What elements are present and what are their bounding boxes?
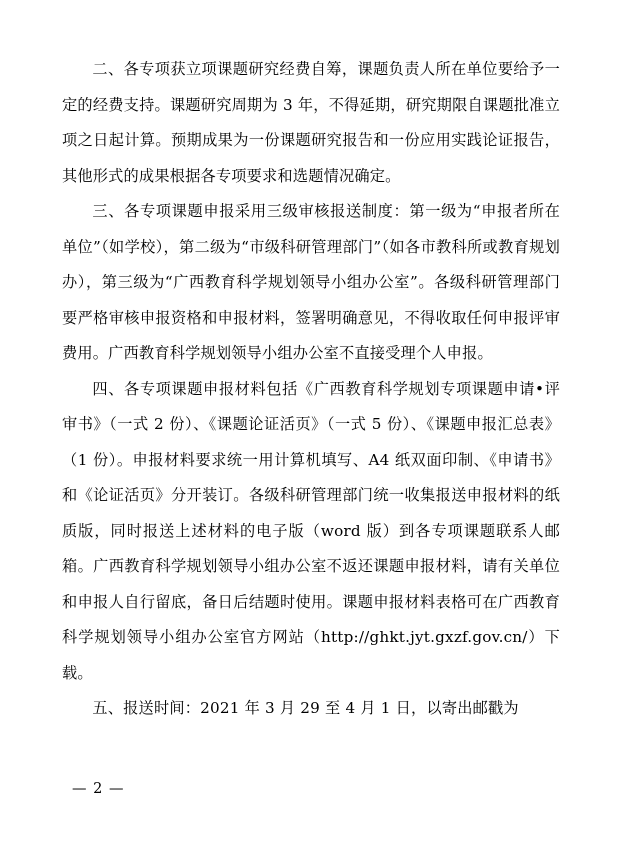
document-body [62,52,560,727]
paragraph-three: 三、各专项课题申报采用三级审核报送制度：第一级为“申报者所在单位”（如学校），第二级为“市级科研管理部门”（如各市教科所或教育规划办），第三级为“广西教育科学规划领导小组办公室”。各级科研管理部门要严格审核申报资格和申报材料，签署明确意见，不得收取任何申报评审费用。广西教育科学规划领导小组办公室不直接受理个人申报。 [62,202,560,362]
paragraph-five: 五、报送时间：2021 年 3 月 29 至 4 月 1 日，以寄出邮戳为 [92,699,519,717]
paragraph-two: 二、各专项获立项课题研究经费自筹，课题负责人所在单位要给予一定的经费支持。课题研究周期为 3 年，不得延期，研究期限自课题批准立项之日起计算。预期成果为一份课题研究报告和一份应用实践论证报告，其他形式的成果根据各专项要求和选题情况确定。 [62,60,560,185]
page-footer [0,781,620,797]
paragraph-four: 四、各专项课题申报材料包括《广西教育科学规划专项课题申请•评审书》（一式 2 份）、《课题论证活页》（一式 5 份）、《课题申报汇总表》（1 份）。申报材料要求统一用计算机填写、A4 纸双面印制、《申请书》和《论证活页》分开装订。各级科研管理部门统一收集报送申报材料的纸质版，同时报送上述材料的电子版（word 版）到各专项课题联系人邮箱。广西教育科学规划领导小组办公室不返还课题申报材料，请有关单位和申报人自行留底，备日后结题时使用。课题申报材料表格可在广西教育科学规划领导小组办公室官方网站（http://ghkt.jyt.gxzf.gov.cn/）下载。 [62,379,560,682]
page-number: — 2 — [72,781,125,797]
